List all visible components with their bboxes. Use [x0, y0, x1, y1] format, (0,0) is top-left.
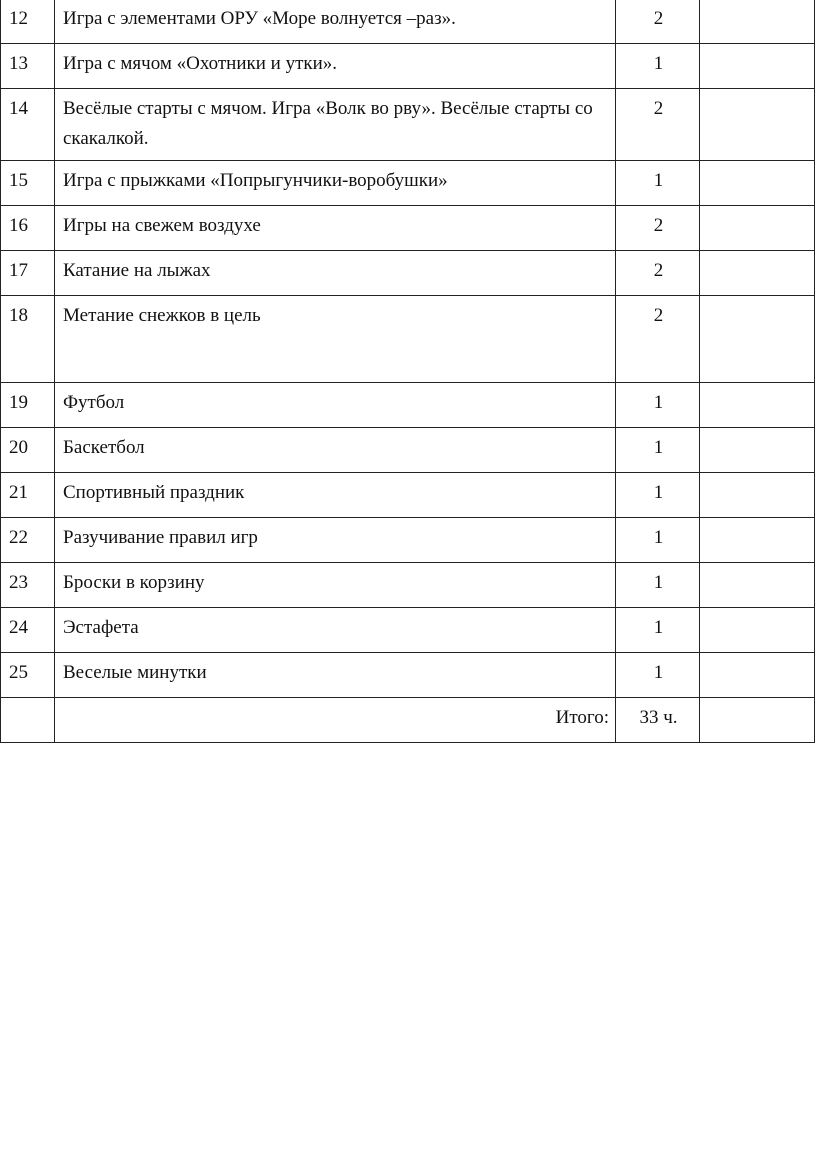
row-hours: 2	[616, 296, 700, 383]
row-extra	[700, 608, 815, 653]
row-extra	[700, 473, 815, 518]
table-row	[1, 383, 815, 428]
row-extra	[700, 206, 815, 251]
row-number: 17	[1, 251, 55, 296]
row-topic: Броски в корзину	[55, 563, 616, 608]
row-topic: Игра с прыжками «Попрыгунчики-воробушки»	[55, 161, 616, 206]
row-hours: 2	[616, 0, 700, 44]
row-hours: 2	[616, 89, 700, 161]
row-hours: 1	[616, 608, 700, 653]
row-number: 22	[1, 518, 55, 563]
row-number: 12	[1, 0, 55, 44]
row-number: 23	[1, 563, 55, 608]
table-row	[1, 44, 815, 89]
table-row	[1, 251, 815, 296]
row-hours: 1	[616, 383, 700, 428]
row-number: 25	[1, 653, 55, 698]
row-topic: Игра с мячом «Охотники и утки».	[55, 44, 616, 89]
table-row	[1, 473, 815, 518]
row-extra	[700, 296, 815, 383]
total-row	[1, 698, 815, 743]
row-number: 15	[1, 161, 55, 206]
row-topic: Футбол	[55, 383, 616, 428]
row-topic: Игры на свежем воздухе	[55, 206, 616, 251]
row-hours: 1	[616, 563, 700, 608]
row-topic: Весёлые старты с мячом. Игра «Волк во рву». Весёлые старты со скакалкой.	[55, 89, 616, 161]
table-row	[1, 428, 815, 473]
table-row	[1, 206, 815, 251]
row-extra	[700, 0, 815, 44]
row-hours: 1	[616, 473, 700, 518]
row-topic: Катание на лыжах	[55, 251, 616, 296]
row-topic: Разучивание правил игр	[55, 518, 616, 563]
total-label: Итого:	[55, 698, 616, 743]
row-hours: 1	[616, 44, 700, 89]
table-row	[1, 608, 815, 653]
row-hours: 2	[616, 206, 700, 251]
row-extra	[700, 89, 815, 161]
total-extra-cell	[700, 698, 815, 743]
total-empty-cell	[1, 698, 55, 743]
row-number: 14	[1, 89, 55, 161]
row-extra	[700, 251, 815, 296]
row-number: 13	[1, 44, 55, 89]
row-topic: Игра с элементами ОРУ «Море волнуется –раз».	[55, 0, 616, 44]
table-row	[1, 518, 815, 563]
row-number: 19	[1, 383, 55, 428]
total-value: 33 ч.	[616, 698, 700, 743]
row-extra	[700, 653, 815, 698]
table-row	[1, 0, 815, 44]
row-topic: Веселые минутки	[55, 653, 616, 698]
row-number: 16	[1, 206, 55, 251]
row-extra	[700, 563, 815, 608]
row-number: 18	[1, 296, 55, 383]
row-topic: Спортивный праздник	[55, 473, 616, 518]
table-row	[1, 296, 815, 383]
table-row	[1, 563, 815, 608]
row-topic: Метание снежков в цель	[55, 296, 616, 383]
row-extra	[700, 518, 815, 563]
row-hours: 1	[616, 653, 700, 698]
table-row	[1, 89, 815, 161]
row-extra	[700, 428, 815, 473]
row-number: 24	[1, 608, 55, 653]
schedule-table-body	[1, 0, 815, 743]
row-number: 20	[1, 428, 55, 473]
row-topic: Баскетбол	[55, 428, 616, 473]
row-number: 21	[1, 473, 55, 518]
row-hours: 1	[616, 161, 700, 206]
row-hours: 1	[616, 518, 700, 563]
table-row	[1, 653, 815, 698]
row-extra	[700, 383, 815, 428]
row-hours: 1	[616, 428, 700, 473]
row-topic: Эстафета	[55, 608, 616, 653]
table-row	[1, 161, 815, 206]
row-extra	[700, 161, 815, 206]
row-extra	[700, 44, 815, 89]
row-hours: 2	[616, 251, 700, 296]
